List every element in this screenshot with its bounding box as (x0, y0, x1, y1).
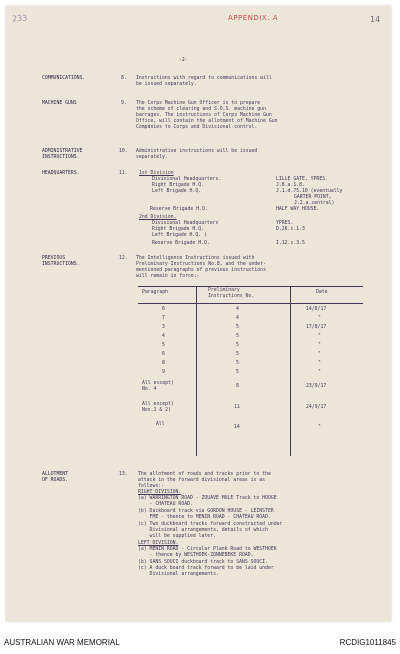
table-row-9-para: All except) No. 4 (142, 381, 174, 393)
table-header-rule (138, 303, 363, 304)
table-row-5-para: 5 (162, 343, 165, 348)
table-row-8-inst: 5 (236, 370, 239, 375)
hq-div2-row-4-value: I.12.c.3.5 (276, 241, 305, 246)
roads-line-7: (b) Duckboard track via GORDON HOUSE - LEINSTER (138, 509, 274, 514)
table-row-6-inst: 5 (236, 352, 239, 357)
roads-line-8: FME - thence to MENIN ROAD - CHATEAU ROAD. (138, 515, 271, 520)
table-header-instructions: Preliminary Instructions No. (208, 288, 255, 300)
table-col-divider-2 (290, 286, 291, 456)
admin-heading-1: ADMINISTRATIVE (42, 149, 83, 154)
roads-heading-2: OF ROADS. (42, 478, 68, 483)
hq-div2-row-3-label: Left Brigade H.Q. ) (152, 233, 207, 238)
division-2-title: 2nd Division. (139, 215, 177, 220)
table-row-7-date: " (318, 361, 321, 366)
hq-div2-row-2-value: D.26.c.1.3 (276, 227, 305, 232)
table-row-2-para: 7 (162, 316, 165, 321)
table-row-3-inst: 5 (236, 325, 239, 330)
previous-line-4: will remain in force:- (136, 274, 200, 279)
roads-line-4: RIGHT DIVISION. (138, 490, 182, 495)
hq-div1-row-2-label: Right Brigade H.Q. (152, 183, 204, 188)
table-row-10-para: All except) Nos.1 & 2) (142, 402, 174, 414)
document-page (6, 6, 391, 621)
hq-div1-row-6-label: Reserve Brigade H.Q. (150, 207, 208, 212)
table-row-8-para: 9 (162, 370, 165, 375)
table-row-9-date: 23/9/17 (306, 384, 327, 389)
roads-line-9: (c) Two duckboard tracks forward constructed under (138, 522, 283, 527)
previous-number: 12. (119, 256, 128, 261)
roads-line-11: will be supplied later. (138, 534, 216, 539)
roads-line-5: (a) WARRINGTON ROAD - ZOUAVE MULE Track to HOOGE (138, 496, 277, 501)
appendix-letter: A (272, 14, 278, 22)
roads-line-13: (a) MENIN ROAD - Circular Plank Road to WESTHOEK (138, 547, 277, 552)
page-header: -2- (179, 58, 188, 63)
previous-line-2: Preliminary Instructions No.8, and the under- (136, 262, 266, 267)
footer-institution: AUSTRALIAN WAR MEMORIAL (4, 638, 120, 647)
table-header-paragraph: Paragraph (142, 290, 168, 295)
table-row-5-date: " (318, 343, 321, 348)
machine-guns-line-1: The Corps Machine Gun Officer is to prepare (136, 101, 261, 106)
hq-div1-row-3-value: J.1.d.75.10 (eventually (276, 189, 343, 194)
table-row-8-date: " (318, 370, 321, 375)
communications-line-2: be issued separately. (136, 82, 197, 87)
previous-line-1: The Intelligence Instructions issued with (136, 256, 255, 261)
table-col-divider-1 (196, 286, 197, 456)
hq-div1-row-2-value: J.8.a.1.8. (276, 183, 305, 188)
footer-record-id: RCDIG1011845 (339, 638, 396, 647)
table-row-3-date: 17/8/17 (306, 325, 327, 330)
machine-guns-line-3: barrages. The instructions of Corps Machine Gun (136, 113, 272, 118)
table-row-7-inst: 5 (236, 361, 239, 366)
admin-line-1: Administrative instructions will be issued (136, 149, 258, 154)
roads-line-15: (b) SANS SOUCI duckboard track to SANS SOUCI. (138, 560, 268, 565)
hq-div2-row-4-label: Reserve Brigade H.Q. (152, 241, 210, 246)
roads-line-6: - CHATEAU ROAD. (138, 502, 193, 507)
hq-div1-row-1-label: Divisional Headquarters. (152, 177, 222, 182)
hq-div1-row-4-value: GARTER POINT, (294, 195, 332, 200)
division-1-title: 1st Division (139, 171, 174, 176)
appendix-text: APPENDIX. (228, 14, 270, 22)
table-row-6-date: " (318, 352, 321, 357)
roads-line-12: LEFT DIVISION. (138, 541, 179, 546)
machine-guns-line-5: Companies to Corps and Divisional control. (136, 125, 258, 130)
communications-line-1: Instructions with regard to communications will (136, 76, 272, 81)
roads-line-16: (c) A duck board track forward to be laid under (138, 566, 274, 571)
table-row-11-inst: 14 (234, 425, 240, 430)
table-row-1-date: 14/8/17 (306, 307, 327, 312)
previous-heading-2: INSTRUCTIONS. (42, 262, 80, 267)
machine-guns-heading: MACHINE GUNS (42, 101, 77, 106)
table-row-4-date: " (318, 334, 321, 339)
table-row-1-inst: 4 (236, 307, 239, 312)
roads-heading-1: ALLOTMENT (42, 472, 68, 477)
hq-div2-row-1-label: Divisional Headquarters (152, 221, 219, 226)
table-row-9-inst: 8 (236, 384, 239, 389)
table-row-4-inst: 5 (236, 334, 239, 339)
machine-guns-line-2: the scheme of clearing and S.O.S. machine gun (136, 107, 266, 112)
hq-div2-row-2-label: Right Brigade H.Q. (152, 227, 204, 232)
table-row-7-para: 8 (162, 361, 165, 366)
roads-line-10: Divisional arrangements, details of which (138, 528, 268, 533)
table-row-6-para: 6 (162, 352, 165, 357)
table-row-10-inst: 11 (234, 405, 240, 410)
machine-guns-line-4: Office, will contain the allotment of Machine Gun (136, 119, 278, 124)
roads-line-14: - thence by WESTHOEK-ZONNEBEKE ROAD. (138, 553, 254, 558)
table-row-2-date: " (318, 316, 321, 321)
roads-line-2: attack in the forward divisional areas is as (138, 478, 266, 483)
archive-footer (0, 630, 400, 654)
table-header-date: Date (316, 290, 328, 295)
admin-heading-2: INSTRUCTIONS. (42, 155, 80, 160)
page-number-mark: 14 (370, 15, 381, 24)
previous-heading-1: PREVIOUS (42, 256, 66, 261)
table-row-4-para: 4 (162, 334, 165, 339)
folio-number-stamp: 233 (11, 13, 28, 24)
roads-number: 13. (119, 472, 128, 477)
hq-div1-row-5-value: J.2.a.central) (294, 201, 335, 206)
communications-number: 8. (121, 76, 127, 81)
table-row-5-inst: 5 (236, 343, 239, 348)
hq-div2-row-1-value: YPRES. (276, 221, 294, 226)
roads-line-1: The allotment of roads and tracks prior to the (138, 472, 271, 477)
headquarters-number: 11. (119, 171, 128, 176)
table-row-10-date: 24/9/17 (306, 405, 327, 410)
table-row-11-date: " (318, 425, 321, 430)
hq-div1-row-6-value: HALF WAY HOUSE. (276, 207, 320, 212)
hq-div1-row-3-label: Left Brigade H.Q. (152, 189, 202, 194)
machine-guns-number: 9. (121, 101, 127, 106)
previous-instructions-table (138, 286, 363, 461)
table-top-rule (138, 286, 363, 287)
table-row-1-para: 6 (162, 307, 165, 312)
table-row-11-para: All (156, 422, 165, 427)
admin-line-2: separately. (136, 155, 168, 160)
table-row-3-para: 3 (162, 325, 165, 330)
appendix-label (228, 14, 278, 22)
table-row-2-inst: 4 (236, 316, 239, 321)
communications-heading: COMMUNICATIONS. (42, 76, 86, 81)
previous-line-3: mentioned paragraphs of previous instructions (136, 268, 266, 273)
roads-line-17: Divisional arrangements. (138, 572, 219, 577)
hq-div1-row-1-value: LILLE GATE, YPRES. (276, 177, 328, 182)
roads-line-3: follows:- (138, 484, 164, 489)
admin-number: 10. (119, 149, 128, 154)
headquarters-heading: HEADQUARTERS. (42, 171, 80, 176)
